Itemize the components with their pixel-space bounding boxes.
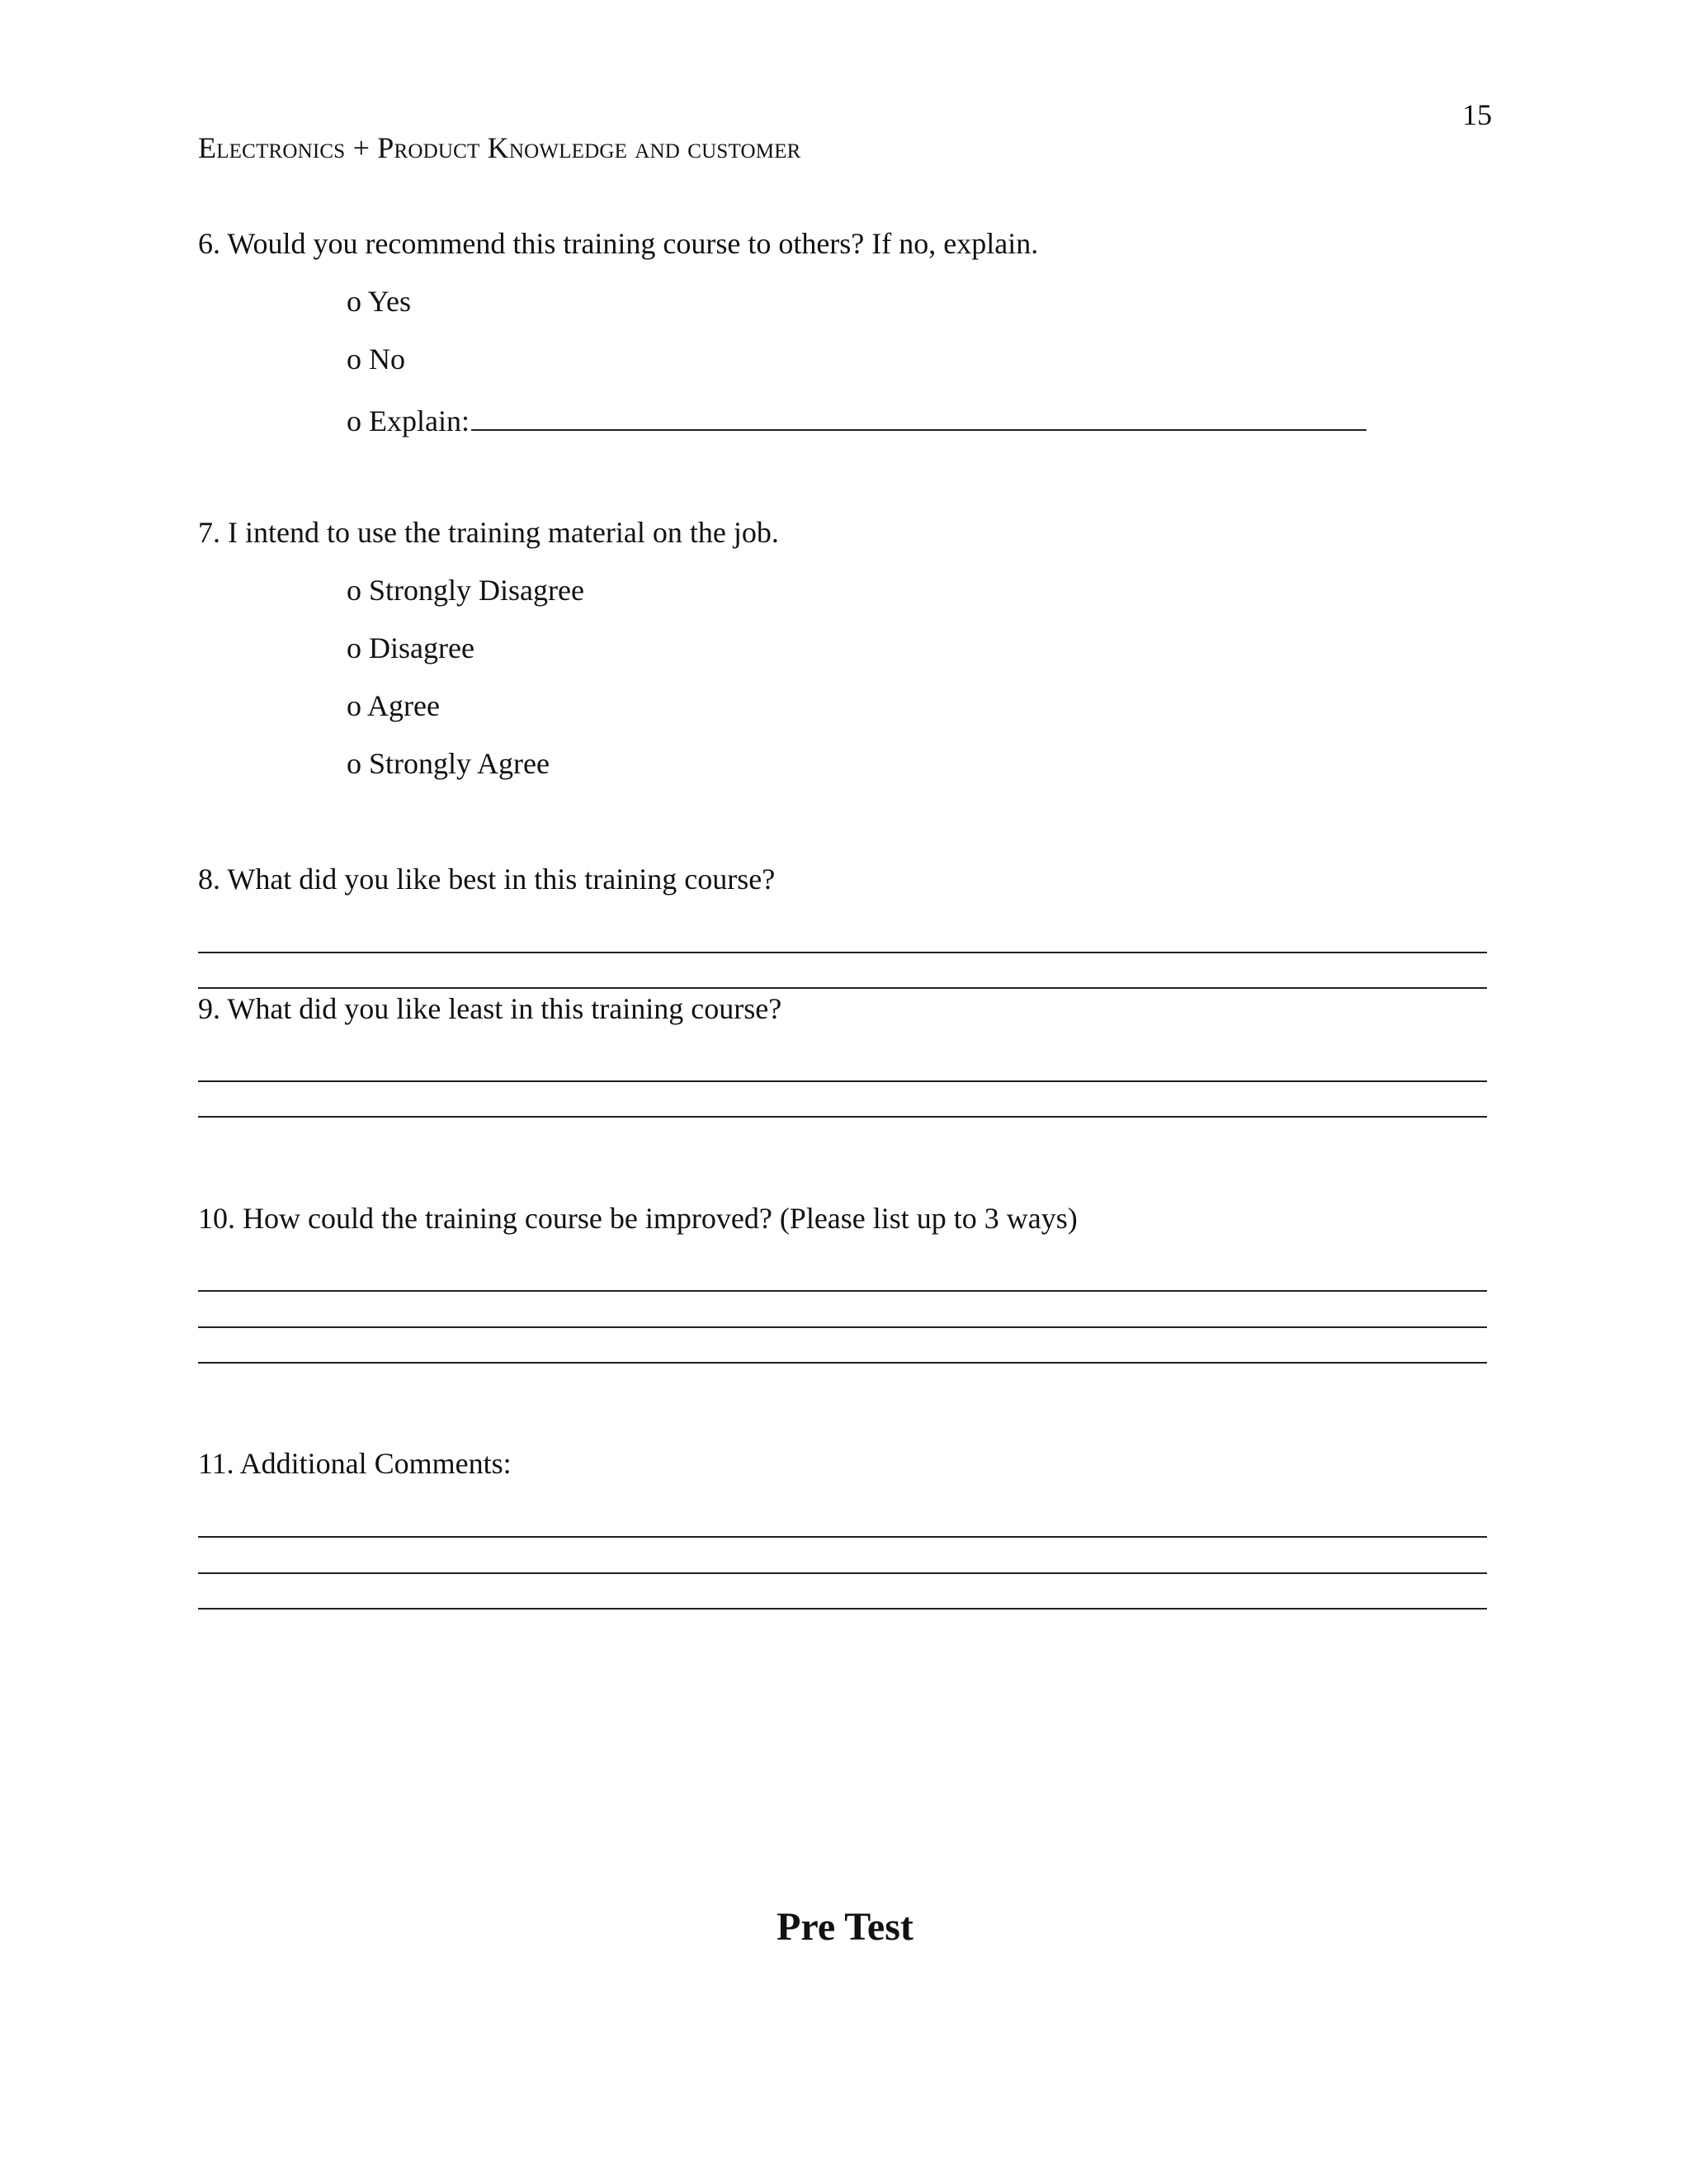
question-6: 6. Would you recommend this training course to others? If no, explain.	[198, 227, 1039, 260]
answer-line[interactable]	[198, 1326, 1487, 1328]
question-11: 11. Additional Comments:	[198, 1447, 512, 1480]
answer-line[interactable]	[198, 1572, 1487, 1574]
answer-line[interactable]	[198, 1608, 1487, 1610]
question-8: 8. What did you like best in this training course?	[198, 863, 776, 896]
option-agree[interactable]: o Agree	[347, 689, 440, 722]
explain-answer-line[interactable]	[471, 399, 1367, 431]
answer-line[interactable]	[198, 952, 1487, 953]
option-no[interactable]: o No	[347, 343, 405, 376]
answer-line[interactable]	[198, 1116, 1487, 1118]
question-10: 10. How could the training course be improved? (Please list up to 3 ways)	[198, 1202, 1078, 1235]
running-head: Electronics + Product Knowledge and customer	[198, 131, 801, 164]
option-explain[interactable]	[347, 399, 1367, 438]
answer-line[interactable]	[198, 1362, 1487, 1364]
option-strongly-disagree[interactable]: o Strongly Disagree	[347, 574, 584, 607]
option-yes[interactable]: o Yes	[347, 285, 412, 318]
answer-line[interactable]	[198, 987, 1487, 989]
answer-line[interactable]	[198, 1080, 1487, 1082]
section-title: Pre Test	[777, 1905, 913, 1949]
page-number: 15	[1462, 98, 1492, 131]
option-disagree[interactable]: o Disagree	[347, 631, 474, 664]
answer-line[interactable]	[198, 1290, 1487, 1292]
question-7: 7. I intend to use the training material on the job.	[198, 516, 779, 549]
option-strongly-agree[interactable]: o Strongly Agree	[347, 747, 550, 780]
question-9: 9. What did you like least in this training course?	[198, 992, 782, 1025]
answer-line[interactable]	[198, 1536, 1487, 1538]
option-explain-label: o Explain:	[347, 404, 470, 437]
